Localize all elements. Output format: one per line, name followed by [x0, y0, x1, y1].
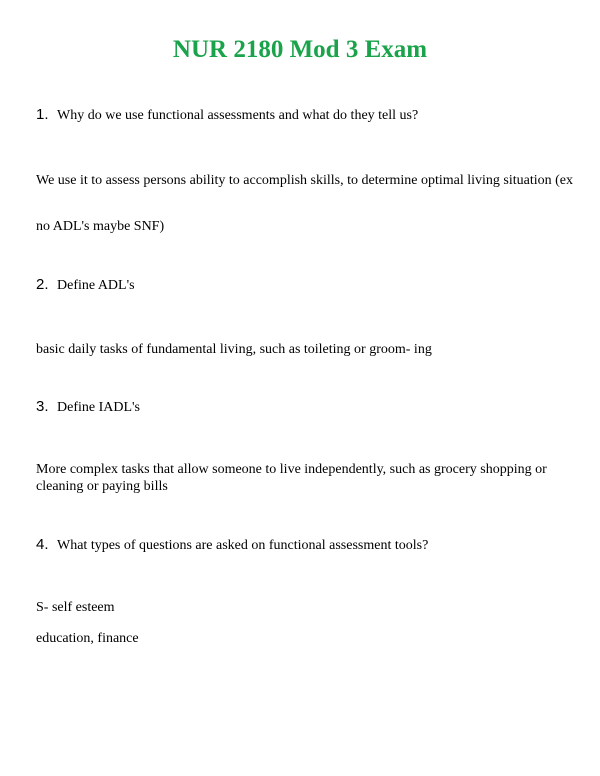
question-number: 4.: [36, 536, 49, 553]
answer-2-line-1: basic daily tasks of fundamental living, such as toileting or groom- ing: [36, 342, 432, 357]
question-4: [36, 536, 576, 555]
answer-1-line-2: no ADL's maybe SNF): [36, 219, 165, 234]
answer-4-line-1: S- self esteem: [36, 600, 115, 615]
question-text: Define ADL's: [57, 278, 135, 293]
question-1: [36, 106, 576, 125]
document-title: NUR 2180 Mod 3 Exam: [172, 36, 428, 63]
question-number: 2.: [36, 276, 49, 293]
question-text: Define IADL's: [57, 400, 140, 415]
question-text: Why do we use functional assessments and what do they tell us?: [57, 108, 419, 123]
question-3: [36, 398, 576, 417]
question-2: [36, 276, 576, 295]
answer-4-line-2: education, finance: [36, 631, 139, 646]
question-text: What types of questions are asked on functional assessment tools?: [57, 538, 429, 553]
answer-3-line-1: More complex tasks that allow someone to live independently, such as grocery shopping or: [36, 462, 547, 477]
question-number: 1.: [36, 106, 49, 123]
question-number: 3.: [36, 398, 49, 415]
answer-1-line-1: We use it to assess persons ability to accomplish skills, to determine optimal living situation (ex: [36, 173, 574, 188]
answer-3-line-2: cleaning or paying bills: [36, 479, 168, 494]
